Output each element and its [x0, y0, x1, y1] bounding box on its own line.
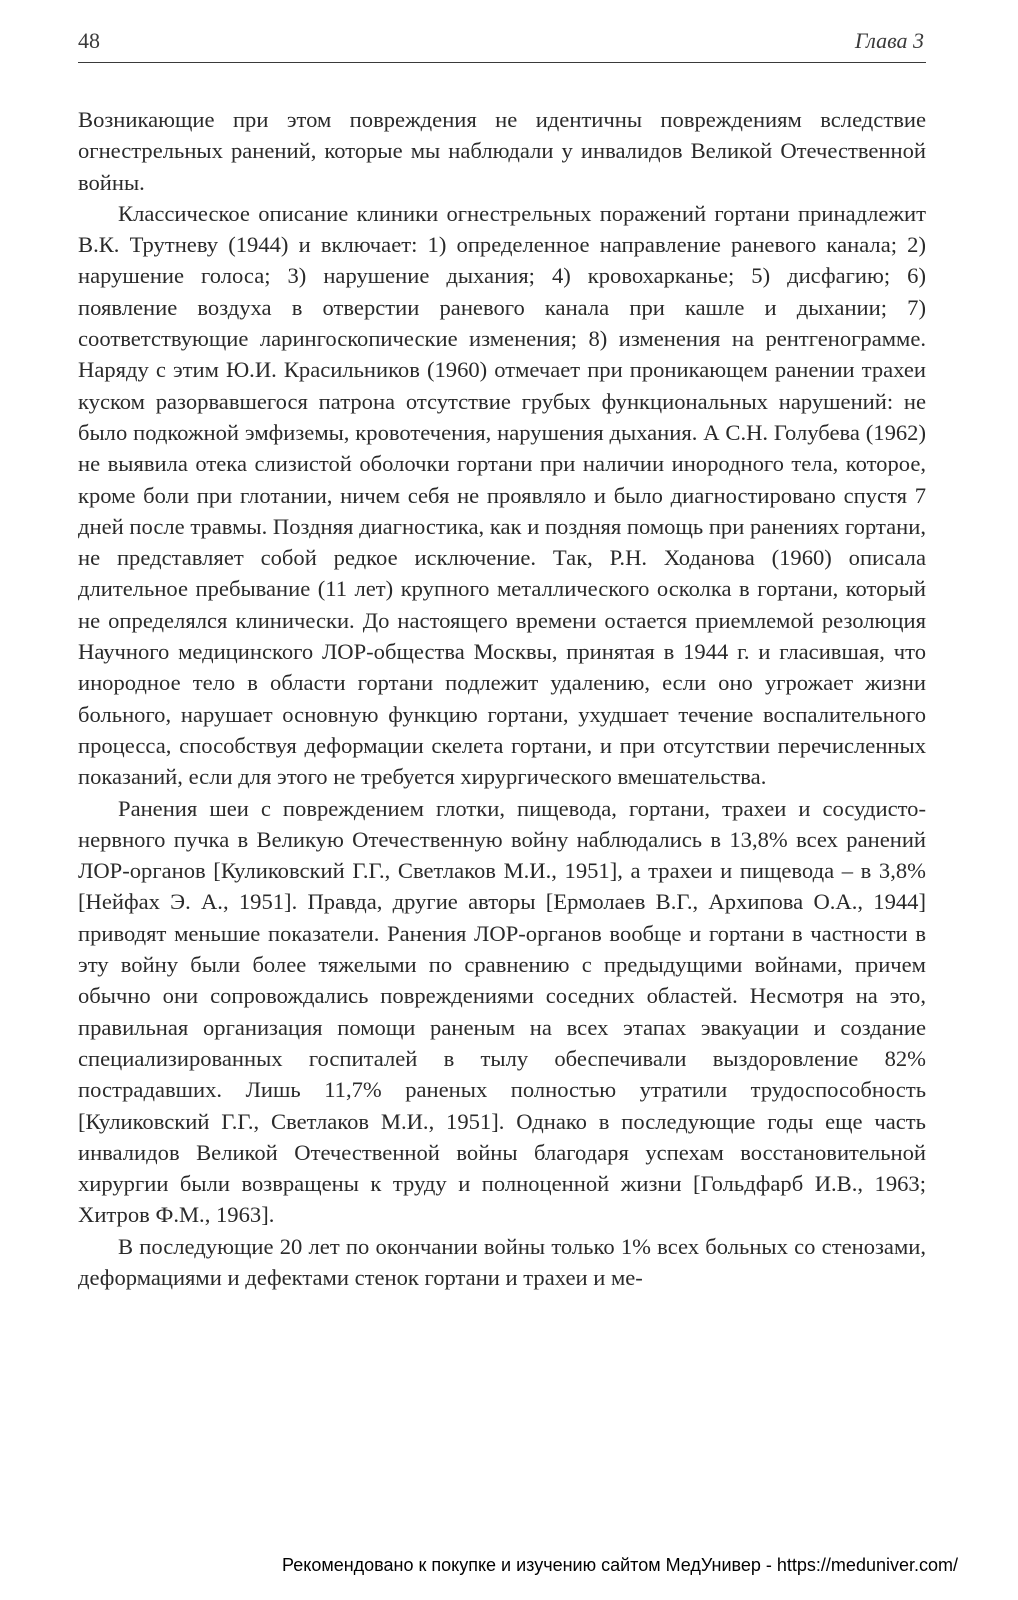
footer-recommendation: Рекомендовано к покупке и изучению сайтом МедУнивер - https://meduniver.com/ [282, 1555, 958, 1575]
page-header [78, 26, 926, 63]
paragraph-3: Ранения шеи с повреждением глотки, пищевода, гортани, трахеи и сосудисто-нервного пучка в Великую Отечественную войну наблюдались в 13,8% всех ранений ЛОР-органов [Куликовский Г.Г., Светлаков М.И., 1951], а трахеи и пищевода – в 3,8% [Нейфах Э. А., 1951]. Правда, другие авторы [Ермолаев В.Г., Архипова О.А., 1944] приводят меньшие показатели. Ранения ЛОР-органов вообще и гортани в частности в эту войну были более тяжелыми по сравнению с предыдущими войнами, причем обычно они сопровождались повреждениями соседних областей. Несмотря на это, правильная организация помощи раненым на всех этапах эвакуации и создание специализированных госпиталей в тылу обеспечивали выздоровление 82% пострадавших. Лишь 11,7% раненых полностью утратили трудоспособность [Куликовский Г.Г., Светлаков М.И., 1951]. Однако в последующие годы еще часть инвалидов Великой Отечественной войны благодаря успехам восстановительной хирургии были возвращены к труду и полноценной жизни [Гольдфарб И.В., 1963; Хитров Ф.М., 1963]. [78, 795, 926, 1228]
running-head: Глава 3 [854, 28, 924, 53]
paragraph-4: В последующие 20 лет по окончании войны только 1% всех больных со стенозами, деформациями и дефектами стенок гортани и трахеи и ме- [78, 1233, 926, 1290]
body-text [78, 104, 926, 1293]
paragraph-2: Классическое описание клиники огнестрельных поражений гортани принадлежит В.К. Трутневу (1944) и включает: 1) определенное направление раневого канала; 2) нарушение голоса; 3) нарушение дыхания; 4) кровохарканье; 5) дисфагию; 6) появление воздуха в отверстии раневого канала при кашле и дыхании; 7) соответствующие ларингоскопические изменения; 8) изменения на рентгенограмме. Наряду с этим Ю.И. Красильников (1960) отмечает при проникающем ранении трахеи куском разорвавшегося патрона отсутствие грубых функциональных нарушений: не было подкожной эмфиземы, кровотечения, нарушения дыхания. А С.Н. Голубева (1962) не выявила отека слизистой оболочки гортани при наличии инородного тела, которое, кроме боли при глотании, ничем себя не проявляло и было диагностировано спустя 7 дней после травмы. Поздняя диагностика, как и поздняя помощь при ранениях гортани, не представляет собой редкое исключение. Так, Р.Н. Ходанова (1960) описала длительное пребывание (11 лет) крупного металлического осколка в гортани, который не определялся клинически. До настоящего времени остается приемлемой резолюция Научного медицинского ЛОР-общества Москвы, принятая в 1944 г. и гласившая, что инородное тело в области гортани подлежит удалению, если оно угрожает жизни больного, нарушает основную функцию гортани, ухудшает течение воспалительного процесса, способствуя деформации скелета гортани, и при отсутствии перечисленных показаний, если для этого не требуется хирургического вмешательства. [78, 200, 926, 790]
paragraph-1: Возникающие при этом повреждения не идентичны повреждениям вследствие огнестрельных ранений, которые мы наблюдали у инвалидов Великой Отечественной войны. [78, 107, 926, 195]
page-number: 48 [78, 28, 100, 53]
